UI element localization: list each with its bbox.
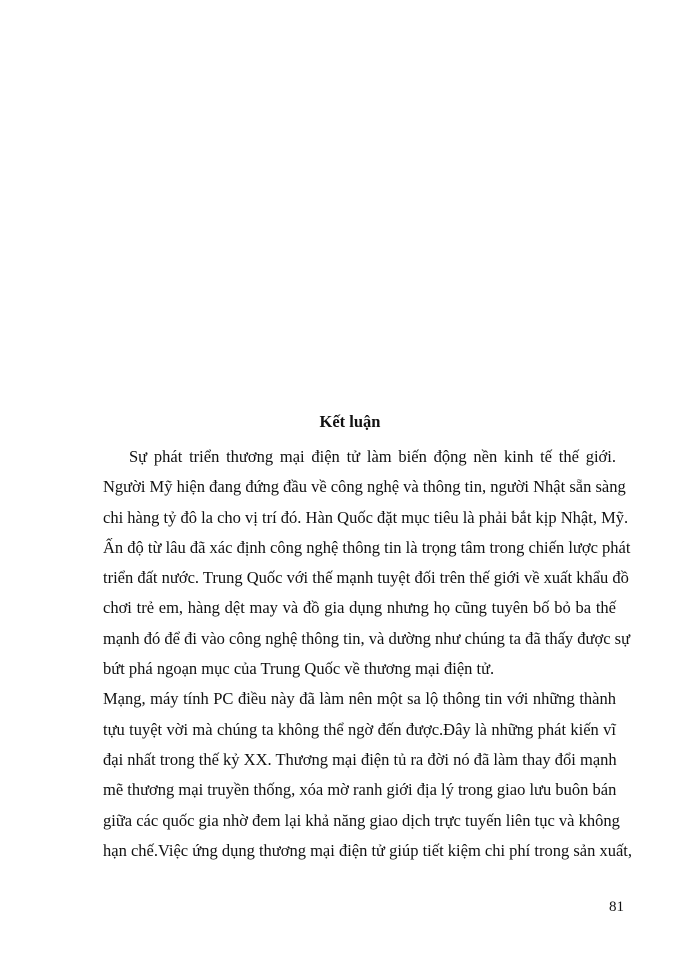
paragraph-2 [103,684,632,866]
text-line: chơi trẻ em, hàng dệt may và đồ gia dụng nhưng họ cũng tuyên bố bỏ ba thế [103,598,616,618]
text-line: Sự phát triển thương mại điện tử làm biến động nền kinh tế thế giới. [129,447,616,466]
text-line: triển đất nước. Trung Quốc với thế mạnh tuyệt đối trên thế giới về xuất khẩu đồ [103,568,629,588]
text-line: mẽ thương mại truyền thống, xóa mờ ranh giới địa lý trong giao lưu buôn bán [103,780,617,800]
page-number: 81 [609,899,624,915]
text-line: Người Mỹ hiện đang đứng đầu về công nghệ và thông tin, người Nhật sẵn sàng [103,477,626,497]
text-line: hạn chế.Việc ứng dụng thương mại điện tử giúp tiết kiệm chi phí trong sản xuất, [103,840,632,860]
text-line: đại nhất trong thế kỷ XX. Thương mại điện tủ ra đời nó đã làm thay đổi mạnh [103,749,617,769]
text-line: chi hàng tỷ đô la cho vị trí đó. Hàn Quốc đặt mục tiêu là phải bắt kịp Nhật, Mỹ. [103,507,629,527]
paragraph-1 [103,442,631,684]
text-line: Ấn độ từ lâu đã xác định công nghệ thông tin là trọng tâm trong chiến lược phát [103,537,631,557]
text-line: mạnh đó để đi vào công nghệ thông tin, và dường như chúng ta đã thấy được sự [103,628,631,648]
body-text [103,442,632,866]
text-line: tựu tuyệt vời mà chúng ta không thể ngờ đến được.Đây là những phát kiến vĩ [103,719,616,739]
text-line: Mạng, máy tính PC điều này đã làm nên một sa lộ thông tin với những thành [103,689,616,709]
text-line: bứt phá ngoạn mục của Trung Quốc về thương mại điện tử. [103,659,495,679]
text-line: giữa các quốc gia nhờ đem lại khả năng giao dịch trực tuyến liên tục và không [103,810,620,830]
section-heading: Kết luận [319,412,381,431]
